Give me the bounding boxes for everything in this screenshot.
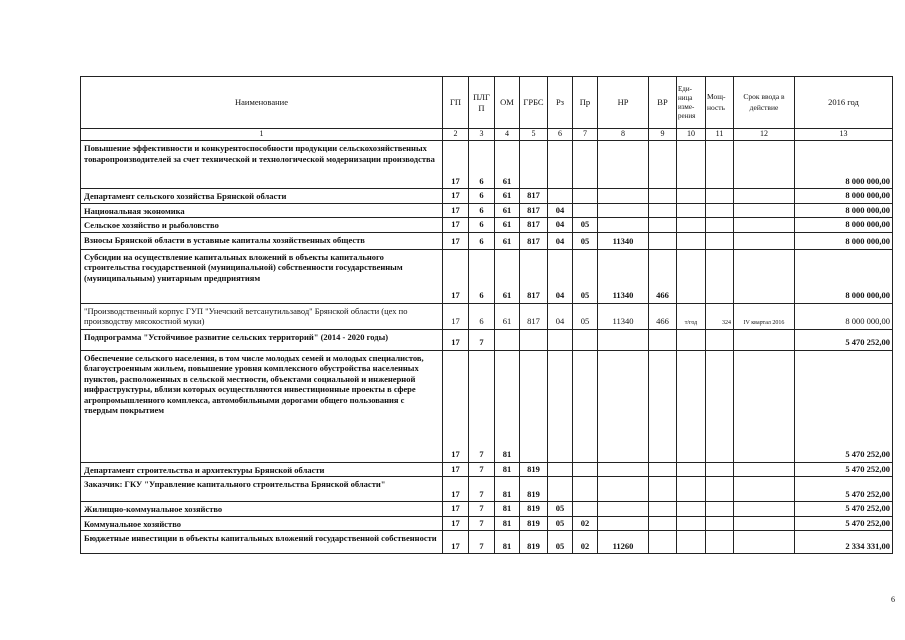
- plgp-cell: 7: [469, 329, 495, 350]
- gp-cell: 17: [443, 249, 469, 303]
- col-header-nr: НР: [598, 77, 649, 129]
- sum-cell: 8 000 000,00: [795, 249, 893, 303]
- pr-cell: [573, 189, 598, 204]
- pr-cell: 05: [573, 232, 598, 249]
- vr-cell: [649, 462, 677, 477]
- rz-cell: [548, 477, 573, 502]
- grbs-cell: 819: [520, 502, 548, 517]
- plgp-cell: 7: [469, 531, 495, 554]
- row-name: Сельское хозяйство и рыболовство: [81, 218, 443, 233]
- col-number: 9: [649, 129, 677, 141]
- col-number: 1: [81, 129, 443, 141]
- power-cell: [706, 303, 734, 329]
- vr-cell: [649, 329, 677, 350]
- om-cell: 61: [495, 203, 520, 218]
- unit-value: т/год: [684, 319, 698, 326]
- om-cell: 61: [495, 303, 520, 329]
- om-cell: [495, 329, 520, 350]
- om-cell: 81: [495, 462, 520, 477]
- vr-cell: [649, 477, 677, 502]
- vr-cell: 466: [649, 303, 677, 329]
- plgp-cell: 6: [469, 303, 495, 329]
- pr-cell: 05: [573, 303, 598, 329]
- nr-cell: [598, 141, 649, 189]
- vr-cell: [649, 531, 677, 554]
- pr-cell: 05: [573, 249, 598, 303]
- power-cell: [706, 516, 734, 531]
- sum-cell: 8 000 000,00: [795, 203, 893, 218]
- col-header-plgp: ПЛГ П: [469, 77, 495, 129]
- row-name: Департамент строительства и архитектуры Брянской области: [81, 462, 443, 477]
- table-row: [81, 477, 893, 502]
- rz-cell: [548, 350, 573, 462]
- pr-cell: 02: [573, 516, 598, 531]
- nr-cell: [598, 502, 649, 517]
- unit-cell: [677, 141, 706, 189]
- term-cell: [734, 189, 795, 204]
- unit-cell: [677, 218, 706, 233]
- table-row: [81, 329, 893, 350]
- unit-cell: [677, 232, 706, 249]
- grbs-cell: 819: [520, 516, 548, 531]
- row-name: Департамент сельского хозяйства Брянской области: [81, 189, 443, 204]
- power-cell: [706, 203, 734, 218]
- power-cell: [706, 350, 734, 462]
- pr-cell: 05: [573, 218, 598, 233]
- om-cell: 81: [495, 350, 520, 462]
- term-cell: [734, 303, 795, 329]
- sum-cell: 5 470 252,00: [795, 502, 893, 517]
- power-cell: [706, 249, 734, 303]
- term-cell: [734, 232, 795, 249]
- col-number: 4: [495, 129, 520, 141]
- nr-cell: [598, 218, 649, 233]
- table-row: [81, 531, 893, 554]
- term-cell: [734, 477, 795, 502]
- nr-cell: 11340: [598, 303, 649, 329]
- plgp-cell: 6: [469, 249, 495, 303]
- nr-cell: 11340: [598, 249, 649, 303]
- om-cell: 81: [495, 516, 520, 531]
- unit-cell: [677, 329, 706, 350]
- row-name: Обеспечение сельского населения, в том числе молодых семей и молодых специалистов, благоустроенным жильем, повышение уровня комплексного обустройства населенных пунктов, расположенных в сельской местности, объектами социальной и инженерной инфраструктуры, вблизи которых осуществляются инвестиционные проекты в сфере агропромышленного комплекса, автомобильными дорогами общего пользования с твердым покрытием: [81, 350, 443, 462]
- sum-cell: 8 000 000,00: [795, 218, 893, 233]
- sum-cell: 8 000 000,00: [795, 303, 893, 329]
- col-header-unit: Еди- ница изме- рения: [677, 77, 706, 129]
- row-name: Заказчик: ГКУ "Управление капитального строительства Брянской области": [81, 477, 443, 502]
- rz-cell: [548, 329, 573, 350]
- nr-cell: [598, 477, 649, 502]
- grbs-cell: 817: [520, 203, 548, 218]
- table-row: [81, 203, 893, 218]
- om-cell: 81: [495, 531, 520, 554]
- grbs-cell: [520, 329, 548, 350]
- grbs-cell: [520, 141, 548, 189]
- row-name: "Производственный корпус ГУП "Унечский ветсанутильзавод" Брянской области (цех по производству мясокостной муки): [81, 303, 443, 329]
- sum-cell: 5 470 252,00: [795, 462, 893, 477]
- rz-cell: 04: [548, 218, 573, 233]
- plgp-cell: 6: [469, 189, 495, 204]
- plgp-cell: 6: [469, 232, 495, 249]
- vr-cell: 466: [649, 249, 677, 303]
- gp-cell: 17: [443, 516, 469, 531]
- col-number: 11: [706, 129, 734, 141]
- power-cell: [706, 477, 734, 502]
- gp-cell: 17: [443, 329, 469, 350]
- plgp-cell: 7: [469, 502, 495, 517]
- col-number: 2: [443, 129, 469, 141]
- rz-cell: 04: [548, 203, 573, 218]
- rz-cell: 05: [548, 502, 573, 517]
- rz-cell: [548, 462, 573, 477]
- sum-cell: 8 000 000,00: [795, 232, 893, 249]
- col-header-name: Наименование: [81, 77, 443, 129]
- om-cell: 61: [495, 189, 520, 204]
- vr-cell: [649, 502, 677, 517]
- vr-cell: [649, 516, 677, 531]
- om-cell: 81: [495, 477, 520, 502]
- gp-cell: 17: [443, 462, 469, 477]
- row-name: Бюджетные инвестиции в объекты капитальных вложений государственной собственности: [81, 531, 443, 554]
- row-name: Подпрограмма "Устойчивое развитие сельских территорий" (2014 - 2020 годы): [81, 329, 443, 350]
- rz-cell: 04: [548, 249, 573, 303]
- term-cell: [734, 531, 795, 554]
- col-header-gp: ГП: [443, 77, 469, 129]
- power-value: 324: [722, 319, 731, 326]
- col-number: 10: [677, 129, 706, 141]
- nr-cell: [598, 516, 649, 531]
- power-cell: [706, 462, 734, 477]
- unit-cell: [677, 350, 706, 462]
- col-header-grbs: ГРБС: [520, 77, 548, 129]
- power-cell: [706, 189, 734, 204]
- col-number: 12: [734, 129, 795, 141]
- col-header-om: ОМ: [495, 77, 520, 129]
- rz-cell: [548, 189, 573, 204]
- term-cell: [734, 329, 795, 350]
- term-cell: [734, 516, 795, 531]
- om-cell: 61: [495, 249, 520, 303]
- row-name: Взносы Брянской области в уставные капиталы хозяйственных обществ: [81, 232, 443, 249]
- gp-cell: 17: [443, 141, 469, 189]
- rz-cell: [548, 141, 573, 189]
- col-header-pr: Пр: [573, 77, 598, 129]
- nr-cell: [598, 203, 649, 218]
- power-cell: [706, 329, 734, 350]
- power-cell: [706, 531, 734, 554]
- grbs-cell: 819: [520, 531, 548, 554]
- power-cell: [706, 232, 734, 249]
- nr-cell: [598, 350, 649, 462]
- col-header-vr: ВР: [649, 77, 677, 129]
- unit-cell: [677, 477, 706, 502]
- plgp-cell: 7: [469, 477, 495, 502]
- term-cell: [734, 502, 795, 517]
- row-name: Коммунальное хозяйство: [81, 516, 443, 531]
- grbs-cell: 817: [520, 249, 548, 303]
- gp-cell: 17: [443, 502, 469, 517]
- pr-cell: [573, 350, 598, 462]
- pr-cell: [573, 329, 598, 350]
- col-number: 7: [573, 129, 598, 141]
- pr-cell: [573, 502, 598, 517]
- grbs-cell: 817: [520, 189, 548, 204]
- vr-cell: [649, 232, 677, 249]
- table-row: [81, 516, 893, 531]
- gp-cell: 17: [443, 189, 469, 204]
- unit-cell: [677, 189, 706, 204]
- om-cell: 61: [495, 232, 520, 249]
- col-header-rz: Рз: [548, 77, 573, 129]
- om-cell: 61: [495, 218, 520, 233]
- term-cell: [734, 462, 795, 477]
- pr-cell: [573, 141, 598, 189]
- term-cell: [734, 249, 795, 303]
- plgp-cell: 7: [469, 350, 495, 462]
- nr-cell: [598, 189, 649, 204]
- vr-cell: [649, 141, 677, 189]
- table-row: [81, 232, 893, 249]
- row-name: Повышение эффективности и конкурентоспособности продукции сельскохозяйственных товаропроизводителей за счет технической и технологической модернизации производства: [81, 141, 443, 189]
- plgp-cell: 7: [469, 462, 495, 477]
- table-row: [81, 218, 893, 233]
- sum-cell: 8 000 000,00: [795, 189, 893, 204]
- pr-cell: [573, 203, 598, 218]
- sum-cell: 8 000 000,00: [795, 141, 893, 189]
- grbs-cell: 819: [520, 477, 548, 502]
- term-cell: [734, 141, 795, 189]
- grbs-cell: [520, 350, 548, 462]
- unit-cell: [677, 502, 706, 517]
- term-cell: [734, 203, 795, 218]
- sum-cell: 5 470 252,00: [795, 350, 893, 462]
- budget-table: [80, 76, 893, 554]
- row-name: Субсидии на осуществление капитальных вложений в объекты капитального строительства государственной (муниципальной) собственности государственным (муниципальным) унитарным предприятиям: [81, 249, 443, 303]
- plgp-cell: 6: [469, 203, 495, 218]
- rz-cell: 04: [548, 232, 573, 249]
- sum-cell: 5 470 252,00: [795, 329, 893, 350]
- vr-cell: [649, 203, 677, 218]
- col-header-term: Срок ввода в действие: [734, 77, 795, 129]
- col-header-power: Мощ- ность: [706, 77, 734, 129]
- sum-cell: 2 334 331,00: [795, 531, 893, 554]
- table-row: [81, 189, 893, 204]
- gp-cell: 17: [443, 203, 469, 218]
- rz-cell: 04: [548, 303, 573, 329]
- nr-cell: [598, 329, 649, 350]
- gp-cell: 17: [443, 531, 469, 554]
- nr-cell: 11340: [598, 232, 649, 249]
- header-row: [81, 77, 893, 129]
- rz-cell: 05: [548, 531, 573, 554]
- row-name: Национальная экономика: [81, 203, 443, 218]
- power-cell: [706, 502, 734, 517]
- om-cell: 61: [495, 141, 520, 189]
- table-row: [81, 249, 893, 303]
- om-cell: 81: [495, 502, 520, 517]
- col-number: 3: [469, 129, 495, 141]
- table-row: [81, 303, 893, 329]
- nr-cell: 11260: [598, 531, 649, 554]
- gp-cell: 17: [443, 218, 469, 233]
- unit-cell: [677, 249, 706, 303]
- grbs-cell: 819: [520, 462, 548, 477]
- plgp-cell: 7: [469, 516, 495, 531]
- vr-cell: [649, 218, 677, 233]
- rz-cell: 05: [548, 516, 573, 531]
- col-number: 6: [548, 129, 573, 141]
- col-number: 8: [598, 129, 649, 141]
- gp-cell: 17: [443, 303, 469, 329]
- unit-cell: [677, 303, 706, 329]
- col-number: 13: [795, 129, 893, 141]
- plgp-cell: 6: [469, 218, 495, 233]
- plgp-cell: 6: [469, 141, 495, 189]
- row-name: Жилищно-коммунальное хозяйство: [81, 502, 443, 517]
- term-cell: [734, 218, 795, 233]
- pr-cell: 02: [573, 531, 598, 554]
- table-row: [81, 350, 893, 462]
- pr-cell: [573, 477, 598, 502]
- gp-cell: 17: [443, 232, 469, 249]
- nr-cell: [598, 462, 649, 477]
- col-header-year: 2016 год: [795, 77, 893, 129]
- vr-cell: [649, 350, 677, 462]
- gp-cell: 17: [443, 350, 469, 462]
- pr-cell: [573, 462, 598, 477]
- power-cell: [706, 218, 734, 233]
- table-row: [81, 502, 893, 517]
- sum-cell: 5 470 252,00: [795, 516, 893, 531]
- term-value: IV квартал 2016: [743, 319, 785, 326]
- page-number: 6: [891, 595, 895, 604]
- grbs-cell: 817: [520, 218, 548, 233]
- table-row: [81, 141, 893, 189]
- grbs-cell: 817: [520, 232, 548, 249]
- power-cell: [706, 141, 734, 189]
- unit-cell: [677, 462, 706, 477]
- grbs-cell: 817: [520, 303, 548, 329]
- unit-cell: [677, 516, 706, 531]
- gp-cell: 17: [443, 477, 469, 502]
- table-row: [81, 462, 893, 477]
- unit-cell: [677, 531, 706, 554]
- col-number: 5: [520, 129, 548, 141]
- unit-cell: [677, 203, 706, 218]
- sum-cell: 5 470 252,00: [795, 477, 893, 502]
- term-cell: [734, 350, 795, 462]
- column-numbers-row: [81, 129, 893, 141]
- vr-cell: [649, 189, 677, 204]
